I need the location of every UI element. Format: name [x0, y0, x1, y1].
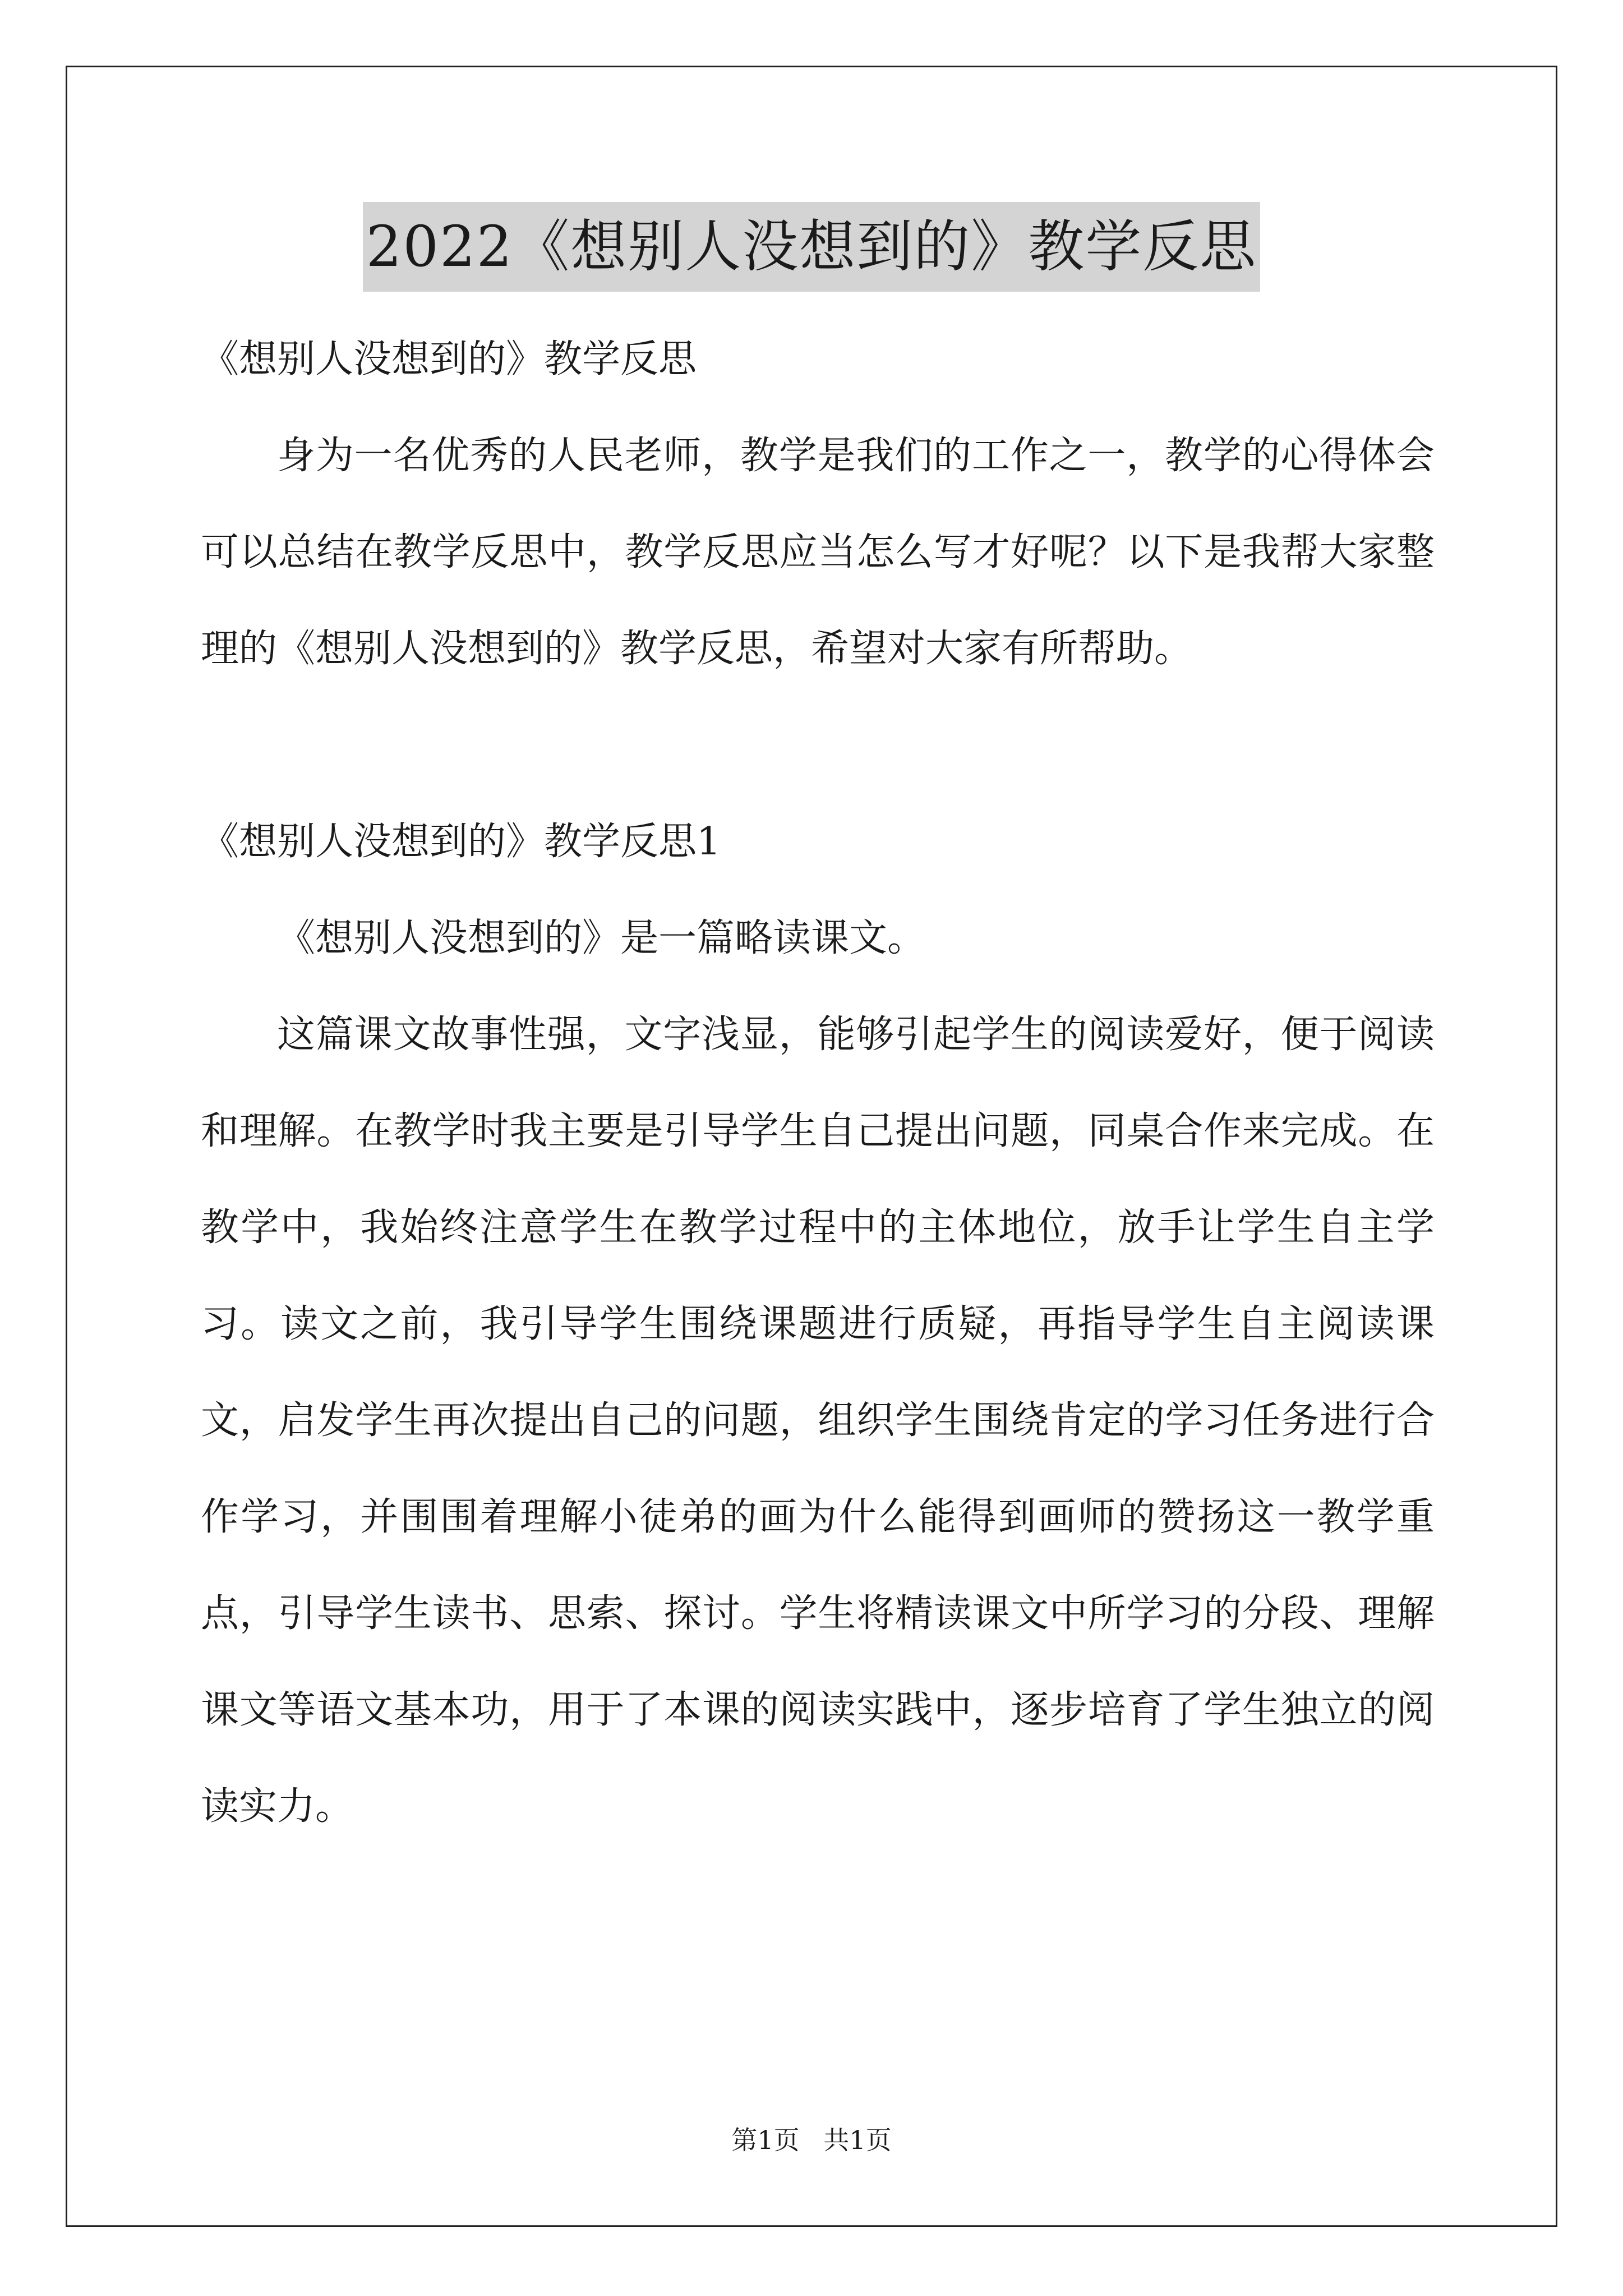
- intro-paragraph: 身为一名优秀的人民老师，教学是我们的工作之一，教学的心得体会可以总结在教学反思中，教学反思应当怎么写才好呢？以下是我帮大家整理的《想别人没想到的》教学反思，希望对大家有所帮助。: [201, 434, 1435, 671]
- document-title: 2022《想别人没想到的》教学反思: [363, 202, 1261, 292]
- title-container: [0, 202, 1623, 292]
- page-footer: [0, 2123, 1623, 2157]
- document-body: [201, 311, 1435, 1855]
- section1-paragraph-1: 《想别人没想到的》是一篇略读课文。: [277, 916, 926, 960]
- section1-heading: 《想别人没想到的》教学反思1: [201, 820, 721, 864]
- page-total: 共1页: [823, 2125, 892, 2155]
- section-spacer: [201, 697, 1435, 794]
- section1-paragraph-2: 这篇课文故事性强，文字浅显，能够引起学生的阅读爱好，便于阅读和理解。在教学时我主要是引导学生自己提出问题，同桌合作来完成。在教学中，我始终注意学生在教学过程中的主体地位，放手让学生自主学习。读文之前，我引导学生围绕课题进行质疑，再指导学生自主阅读课文，启发学生再次提出自己的问题，组织学生围绕肯定的学习任务进行合作学习，并围围着理解小徒弟的画为什么能得到画师的赞扬这一教学重点，引导学生读书、思索、探讨。学生将精读课文中所学习的分段、理解课文等语文基本功，用于了本课的阅读实践中，逐步培育了学生独立的阅读实力。: [201, 1013, 1435, 1829]
- page-number: 第1页: [731, 2125, 800, 2155]
- intro-heading: 《想别人没想到的》教学反思: [201, 337, 697, 381]
